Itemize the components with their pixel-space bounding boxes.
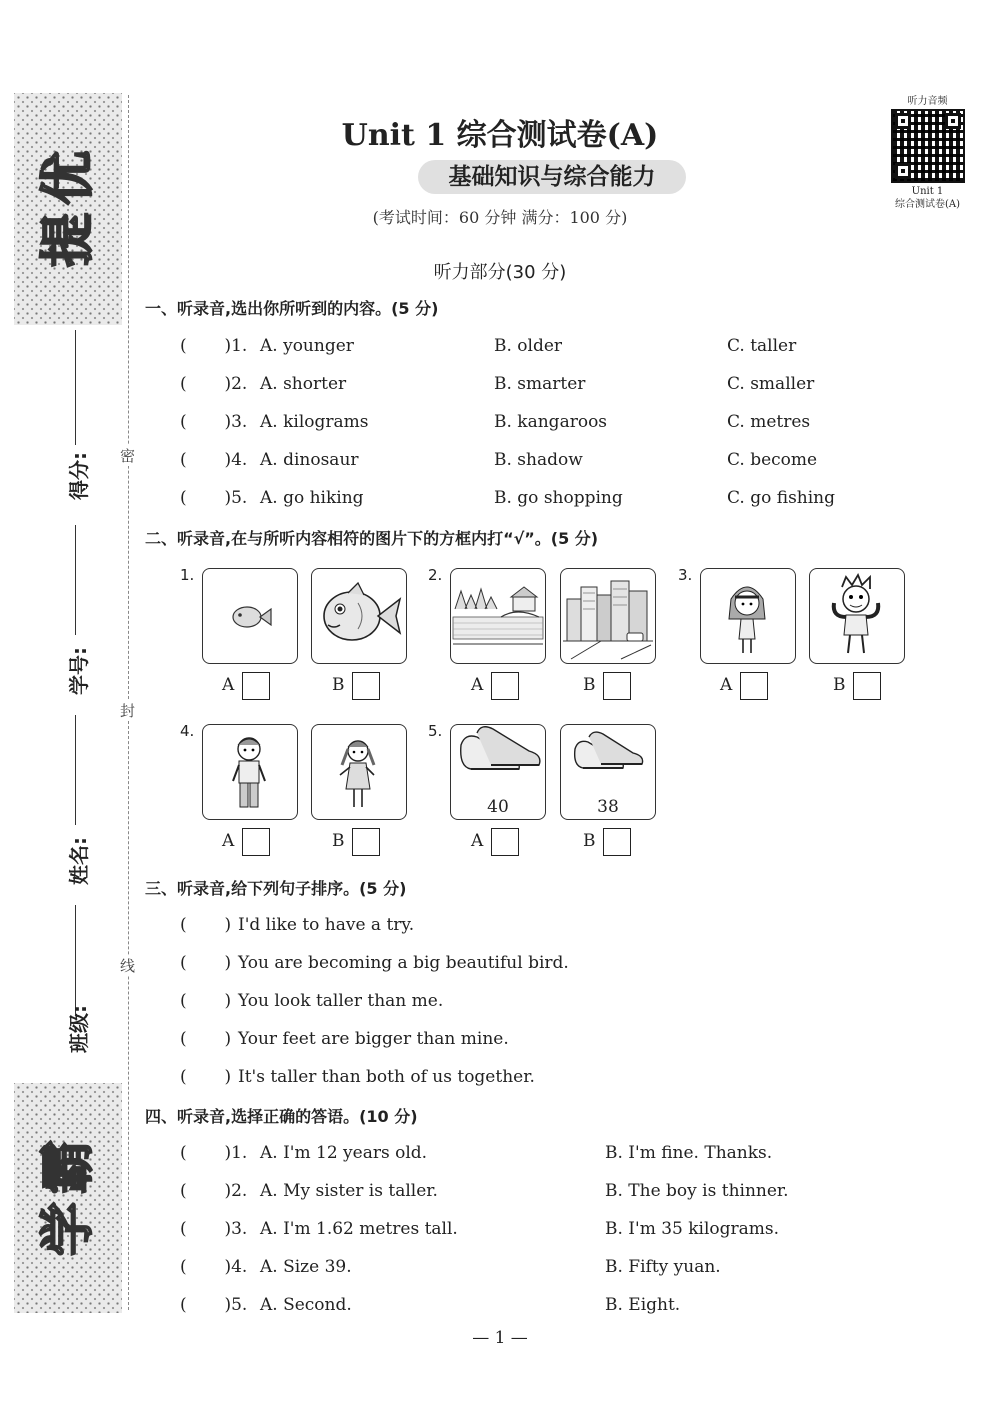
class-line <box>75 905 76 1015</box>
class-label: 班级: <box>67 1005 91 1053</box>
order-blank[interactable]: ( ) <box>180 1067 232 1087</box>
shoes-icon <box>561 725 654 795</box>
answer-blank[interactable]: ( )2. <box>180 374 248 394</box>
qr-code-block[interactable] <box>885 92 970 211</box>
sentence-row <box>180 912 980 938</box>
page-title: Unit 1 综合测试卷(A) <box>341 118 659 153</box>
picture-option-label-b: B <box>583 675 596 695</box>
option-b: B. kangaroos <box>494 412 608 432</box>
option-c: C. taller <box>727 336 797 356</box>
picture-group-number: 1. <box>180 566 195 584</box>
boy-icon <box>203 725 296 818</box>
section-3-title: 三、听录音,给下列句子排序。(5 分) <box>145 879 407 898</box>
answer-checkbox[interactable] <box>603 828 631 856</box>
answer-blank[interactable]: ( )2. <box>180 1181 248 1201</box>
option-c: C. metres <box>727 412 811 432</box>
qr-code-icon[interactable] <box>891 109 965 183</box>
shoes-size-40-picture <box>450 724 546 820</box>
girl-picture <box>700 568 796 664</box>
option-b: B. Fifty yuan. <box>605 1257 721 1277</box>
stamp-char: 提 <box>36 213 99 267</box>
answer-checkbox[interactable] <box>853 672 881 700</box>
option-b: B. I'm 35 kilograms. <box>605 1219 780 1239</box>
picture-option-label-b: B <box>833 675 846 695</box>
option-c: C. go fishing <box>727 488 836 508</box>
picture-option-label-a: A <box>222 831 235 851</box>
section-4-title: 四、听录音,选择正确的答语。(10 分) <box>145 1107 418 1126</box>
option-a: A. Second. <box>260 1295 352 1315</box>
sentence-text: It's taller than both of us together. <box>238 1067 535 1087</box>
question-row <box>180 1216 980 1242</box>
picture-group-number: 3. <box>678 566 693 584</box>
option-a: A. younger <box>260 336 354 356</box>
student-number-line <box>75 525 76 635</box>
girl-with-pigtails-icon <box>312 725 405 818</box>
student-number-field[interactable] <box>55 525 135 695</box>
option-a: A. I'm 12 years old. <box>260 1143 428 1163</box>
answer-checkbox[interactable] <box>352 828 380 856</box>
question-row <box>180 1178 980 1204</box>
stamp-char: 优 <box>36 151 99 205</box>
name-label: 姓名: <box>67 837 91 885</box>
answer-checkbox[interactable] <box>603 672 631 700</box>
picture-group-number: 4. <box>180 722 195 740</box>
big-fish-picture <box>311 568 407 664</box>
option-a: A. I'm 1.62 metres tall. <box>260 1219 458 1239</box>
option-a: A. shorter <box>260 374 347 394</box>
big-fish-icon <box>312 569 405 662</box>
order-blank[interactable]: ( ) <box>180 1029 232 1049</box>
girl-with-pigtails-picture <box>311 724 407 820</box>
shoe-size-label: 40 <box>487 797 509 817</box>
answer-checkbox[interactable] <box>491 828 519 856</box>
sentence-text: Your feet are bigger than mine. <box>238 1029 509 1049</box>
answer-checkbox[interactable] <box>242 672 270 700</box>
answer-blank[interactable]: ( )4. <box>180 1257 248 1277</box>
class-field[interactable] <box>55 905 135 1053</box>
answer-blank[interactable]: ( )1. <box>180 336 248 356</box>
exam-time-info: (考试时间：60 分钟 满分：100 分) <box>372 208 628 227</box>
strong-boy-icon <box>810 569 903 662</box>
answer-checkbox[interactable] <box>242 828 270 856</box>
countryside-picture <box>450 568 546 664</box>
question-row <box>180 1254 980 1280</box>
city-picture <box>560 568 656 664</box>
picture-option-label-a: A <box>471 675 484 695</box>
picture-option-label-a: A <box>471 831 484 851</box>
answer-blank[interactable]: ( )5. <box>180 1295 248 1315</box>
cut-mark-mi: 密 <box>120 447 136 465</box>
option-b: B. shadow <box>494 450 583 470</box>
sentence-text: You look taller than me. <box>238 991 444 1011</box>
qr-caption-2: 综合测试卷(A) <box>894 199 961 210</box>
stamp-char: 学 <box>36 1202 99 1256</box>
boy-picture <box>202 724 298 820</box>
option-b: B. smarter <box>494 374 586 394</box>
countryside-icon <box>451 569 544 662</box>
sentence-row <box>180 988 980 1014</box>
shoes-size-38-picture <box>560 724 656 820</box>
order-blank[interactable]: ( ) <box>180 953 232 973</box>
answer-blank[interactable]: ( )3. <box>180 412 248 432</box>
section-2-title: 二、听录音,在与所听内容相符的图片下的方框内打“√”。(5 分) <box>145 529 599 548</box>
small-fish-icon <box>203 569 296 662</box>
picture-option-label-b: B <box>583 831 596 851</box>
question-row <box>180 371 980 397</box>
score-line <box>75 330 76 445</box>
answer-blank[interactable]: ( )1. <box>180 1143 248 1163</box>
order-blank[interactable]: ( ) <box>180 991 232 1011</box>
answer-blank[interactable]: ( )3. <box>180 1219 248 1239</box>
picture-group-number: 5. <box>428 722 443 740</box>
question-row <box>180 333 980 359</box>
strong-boy-picture <box>809 568 905 664</box>
question-row <box>180 1140 980 1166</box>
option-c: C. become <box>727 450 818 470</box>
cut-mark-xian: 线 <box>120 957 136 975</box>
bottom-stamp <box>14 1083 122 1313</box>
sentence-text: You are becoming a big beautiful bird. <box>238 953 569 973</box>
girl-icon <box>701 569 794 662</box>
option-a: A. kilograms <box>260 412 369 432</box>
answer-checkbox[interactable] <box>740 672 768 700</box>
question-row <box>180 447 980 473</box>
city-icon <box>561 569 654 662</box>
sentence-row <box>180 950 980 976</box>
sentence-row <box>180 1026 980 1052</box>
name-line <box>75 715 76 825</box>
picture-option-label-a: A <box>222 675 235 695</box>
shoe-size-label: 38 <box>597 797 619 817</box>
score-field[interactable] <box>55 330 135 500</box>
option-b: B. older <box>494 336 563 356</box>
option-b: B. The boy is thinner. <box>605 1181 789 1201</box>
listening-part-title: 听力部分(30 分) <box>433 262 567 283</box>
sentence-row <box>180 1064 980 1090</box>
answer-blank[interactable]: ( )5. <box>180 488 248 508</box>
shoes-icon <box>451 725 544 795</box>
picture-group-number: 2. <box>428 566 443 584</box>
student-number-label: 学号: <box>67 647 91 695</box>
answer-blank[interactable]: ( )4. <box>180 450 248 470</box>
option-a: A. go hiking <box>260 488 364 508</box>
page-number: — 1 — <box>472 1328 528 1348</box>
small-fish-picture <box>202 568 298 664</box>
name-field[interactable] <box>55 715 135 885</box>
qr-caption-1: Unit 1 <box>911 186 944 197</box>
stamp-char: 霸 <box>36 1140 99 1194</box>
sentence-text: I'd like to have a try. <box>238 915 415 935</box>
answer-checkbox[interactable] <box>352 672 380 700</box>
option-a: A. Size 39. <box>260 1257 352 1277</box>
cut-mark-feng: 封 <box>120 702 136 720</box>
picture-option-label-b: B <box>332 831 345 851</box>
option-b: B. Eight. <box>605 1295 681 1315</box>
question-row <box>180 409 980 435</box>
question-row <box>180 485 980 511</box>
qr-label: 听力音频 <box>907 96 948 107</box>
option-a: A. dinosaur <box>260 450 359 470</box>
option-b: B. I'm fine. Thanks. <box>605 1143 773 1163</box>
picture-option-label-b: B <box>332 675 345 695</box>
picture-option-label-a: A <box>720 675 733 695</box>
order-blank[interactable]: ( ) <box>180 915 232 935</box>
question-row <box>180 1292 980 1318</box>
bottom-stamp-text <box>36 1136 99 1260</box>
page-subtitle: 基础知识与综合能力 <box>418 160 686 194</box>
option-c: C. smaller <box>727 374 815 394</box>
score-label: 得分: <box>67 452 91 500</box>
option-b: B. go shopping <box>494 488 623 508</box>
section-1-title: 一、听录音,选出你所听到的内容。(5 分) <box>145 299 439 318</box>
answer-checkbox[interactable] <box>491 672 519 700</box>
option-a: A. My sister is taller. <box>260 1181 438 1201</box>
